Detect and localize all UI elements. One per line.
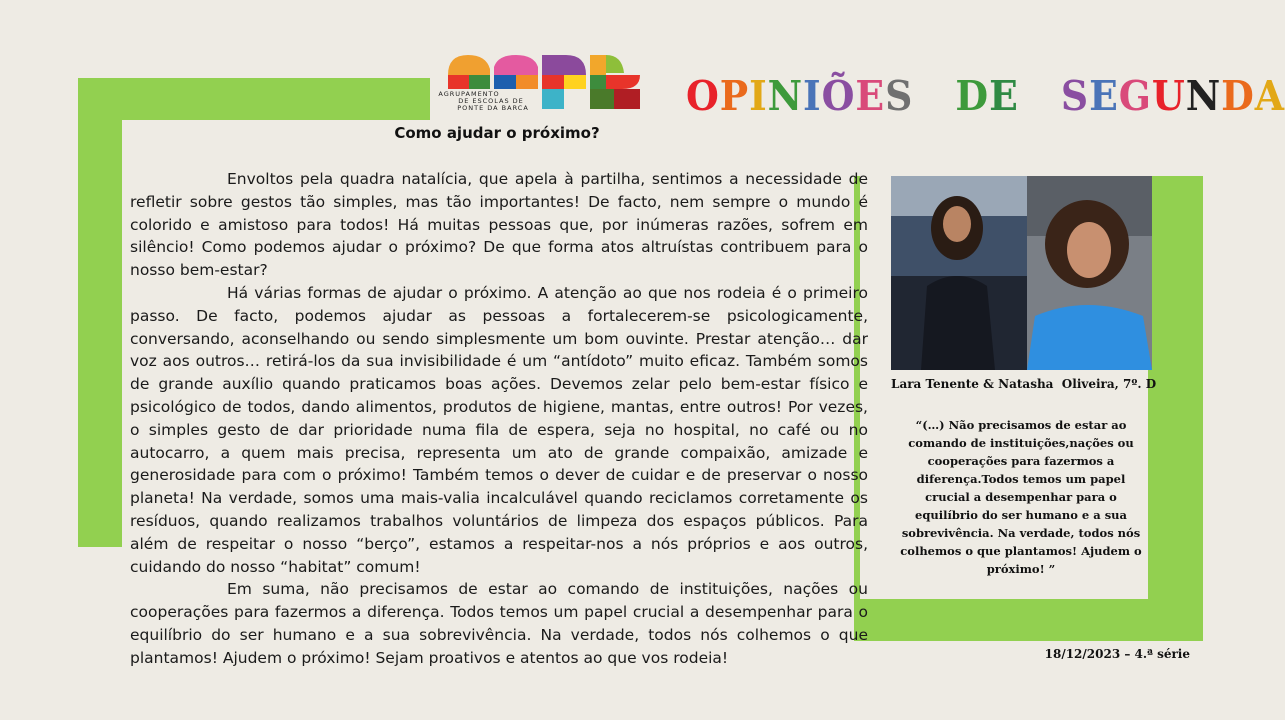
issue-date: 18/12/2023 – 4.ª série (1044, 647, 1190, 661)
title-letter: S (885, 72, 914, 120)
title-letter (913, 72, 927, 120)
page-title (686, 72, 1285, 120)
title-letter: E (855, 72, 886, 120)
authors-photo (891, 176, 1152, 370)
title-letter: I (749, 72, 768, 120)
author-photo-left (891, 176, 1027, 370)
title-letter: P (719, 72, 750, 120)
title-letter (941, 72, 955, 120)
pull-quote: “(…) Não precisamos de estar ao comando de instituições,nações ou cooperações para fazermos a diferença.Todos temos um papel crucial a desempenhar para o equilíbrio do ser humano e a sua sobrevivência. Na verdade, todos nós colhemos o que plantamos! Ajudem o próximo! ” (900, 418, 1142, 576)
authors-caption: Lara Tenente & Natasha Oliveira, 7º. D (891, 377, 1157, 391)
author-photo-right (1027, 176, 1152, 370)
title-letter (927, 72, 941, 120)
title-letter (1019, 72, 1033, 120)
title-letter: E (1089, 72, 1119, 120)
title-letter: O (686, 72, 720, 120)
title-letter: A (1254, 72, 1285, 120)
title-letter (1047, 72, 1061, 120)
article-paragraph: Envoltos pela quadra natalícia, que apela à partilha, sentimos a necessidade de refletir sobre gestos tão simples, mas tão importantes! De facto, nem sempre o mundo é colorido e amistoso para todos! Há muitas pessoas que, por inúmeras razões, sofrem em silêncio! Como podemos ajudar o próximo? De que forma atos altruístas contribuem para o nosso bem-estar? (130, 170, 868, 280)
title-letter: N (767, 72, 804, 120)
title-letter: Õ (821, 72, 856, 120)
school-logo (438, 53, 642, 113)
title-letter: S (1060, 72, 1090, 120)
title-letter: I (803, 72, 822, 120)
title-letter: G (1118, 72, 1152, 120)
title-letter: D (1221, 72, 1255, 120)
article-body (130, 168, 868, 670)
article-headline: Como ajudar o próximo? (394, 124, 600, 142)
logo-text-line2: DE ESCOLAS DE (458, 97, 524, 105)
title-letter: E (989, 72, 1019, 120)
article-paragraph: Em suma, não precisamos de estar ao comando de instituições, nações ou cooperações para fazermos a diferença. Todos temos um papel crucial a desempenhar para o equilíbrio do ser humano e a sua sobrevivência. Na verdade, todos nós colhemos o que plantamos! Ajudem o próximo! Sejam proativos e atentos ao que vos rodeia! (130, 580, 868, 667)
logo-text-line3: PONTE DA BARCA (457, 104, 529, 112)
title-letter: N (1185, 72, 1222, 120)
title-letter: U (1151, 72, 1186, 120)
title-letter: D (955, 72, 990, 120)
logo-text-line1: AGRUPAMENTO (438, 90, 500, 98)
article-paragraph: Há várias formas de ajudar o próximo. A atenção ao que nos rodeia é o primeiro passo. De facto, podemos ajudar as pessoas a fortalecerem-se psicologicamente, conversando, aconselhando ou sendo simplesmente um bom ouvinte. Prestar atenção… dar voz aos outros… retirá-los da sua invisibilidade é um “antídoto” muito eficaz. Também somos de grande auxílio quando praticamos boas ações. Devemos zelar pelo bem-estar físico e psicológico de todos, dando alimentos, produtos de higiene, mantas, entre outros! Por vezes, o simples gesto de dar prioridade numa fila de espera, seja no hospital, no café ou no autocarro, a quem mais precisa, representa um ato de grande compaixão, amizade e generosidade para com o próximo! Também temos o dever de cuidar e de preservar o nosso planeta! Na verdade, somos uma mais-valia incalculável quando reciclamos corretamente os resíduos, quando realizamos trabalhos voluntários de limpeza dos espaços públicos. Para além de respeitar o nosso “berço”, estamos a respeitar-nos a nós próprios e aos outros, cuidando do nosso “habitat” comum! (130, 283, 868, 576)
title-letter (1033, 72, 1047, 120)
